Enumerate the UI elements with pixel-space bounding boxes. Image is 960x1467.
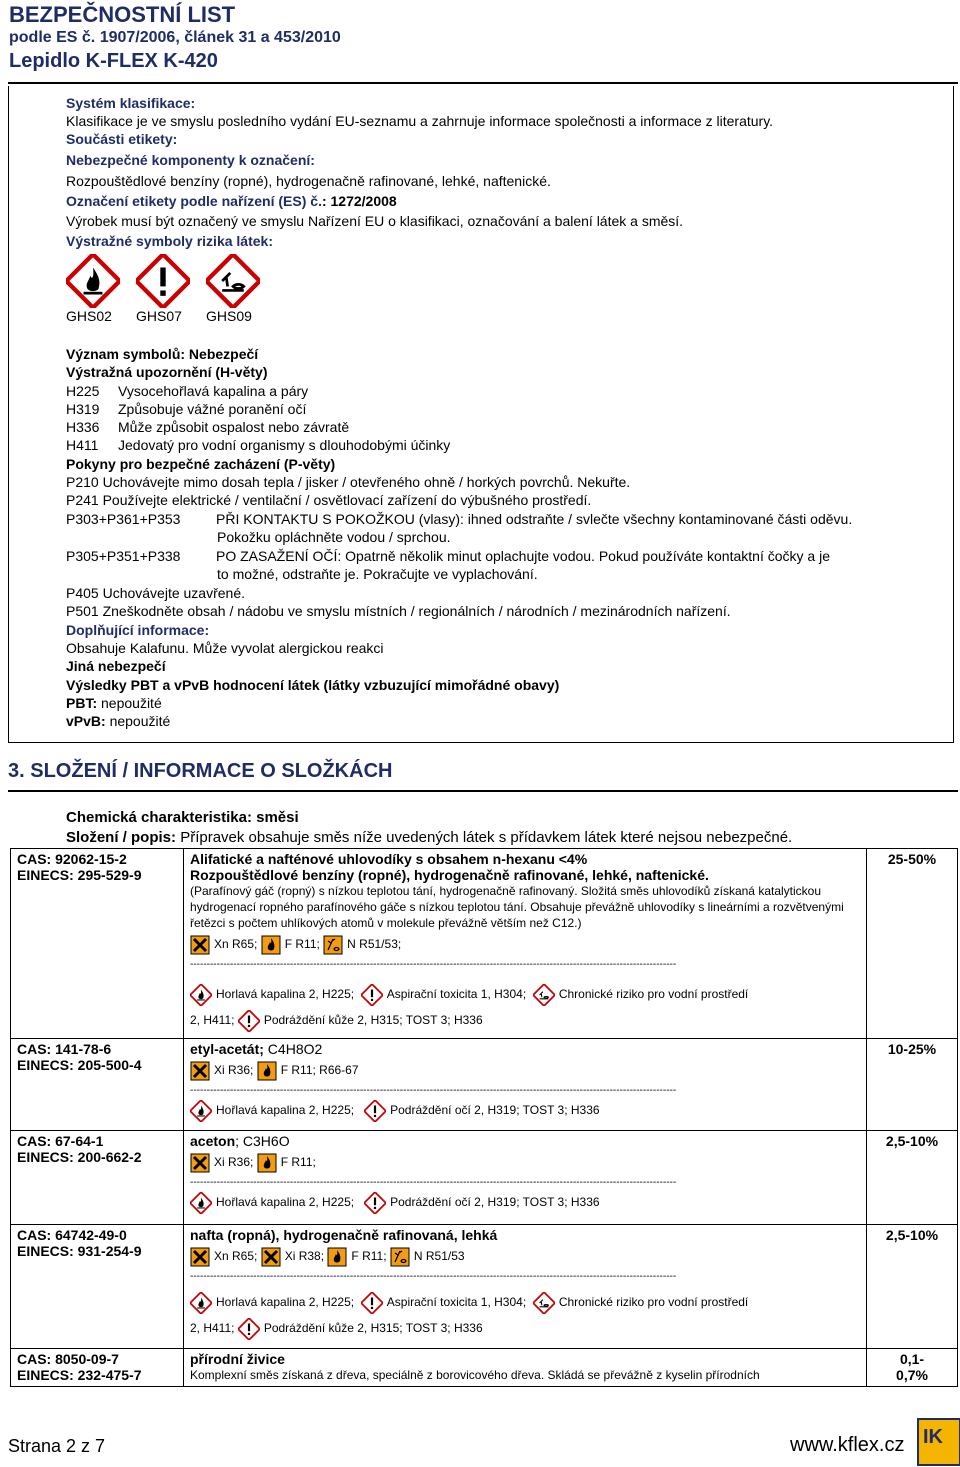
ghs09-environment-icon [206, 254, 260, 308]
substance-cell: přírodní živice Komplexní směs získaná z dřeva, speciálně z borovicového dřeva. Skládá se převážně z kyselin přírodních [184, 1349, 867, 1387]
concentration-cell: 25-50% [867, 849, 958, 1039]
p501-statement: P501 Zneškodněte obsah / nádobu ve smyslu místních / regionálních / národních / mezinárodních nařízení. [66, 603, 731, 619]
section3-divider [8, 790, 958, 792]
h-statement: H411 Jedovatý pro vodní organismy s dlouhodobými účinky [66, 437, 451, 453]
p210-statement: P210 Uchovávejte mimo dosah tepla / jisker / otevřeného ohně / horkých povrchů. Nekuřte. [66, 474, 631, 490]
website-link[interactable]: www.kflex.cz [790, 1434, 905, 1456]
separator-dashes: -------------------------------------------------------------------------------------------------------------------------------------------------- [190, 959, 677, 970]
cas-cell: CAS: 92062-15-2 EINECS: 295-529-9 [11, 849, 184, 1039]
old-classification: Xi R36; F R11; R66-67 [190, 1061, 860, 1081]
irritant-x-icon [190, 1153, 210, 1173]
table-row [11, 1039, 958, 1131]
regulation-reference: podle ES č. 1907/2006, článek 31 a 453/2010 [9, 29, 341, 46]
cas-cell: CAS: 8050-09-7 EINECS: 232-475-7 [11, 1349, 184, 1387]
harmful-x-icon [190, 1247, 210, 1267]
environment-hazard-icon [323, 935, 343, 955]
substance-cell: etyl-acetát; C4H8O2 Xi R36; F R11; R66-67 -------------------------------------------------------------------------------------------------------------------------------------------------- Hořlavá kapalina 2, H225; Podráždění očí 2, H319; TOST 3; H336 [184, 1039, 867, 1131]
composition-description: Složení / popis: Přípravek obsahuje směs níže uvedených látek s přídavkem látek které nejsou nebezpečné. [66, 829, 793, 846]
h-statement: H336 Může způsobit ospalost nebo závratě [66, 419, 350, 435]
clp-classification: Hořlavá kapalina 2, H225; Podráždění očí 2, H319; TOST 3; H336 [190, 1100, 860, 1122]
vpvb-result: vPvB: nepoužité [66, 713, 171, 729]
clp-classification-cont: 2, H411; Podráždění kůže 2, H315; TOST 3; H336 [190, 1010, 860, 1032]
ghs-environment-icon [533, 1292, 555, 1314]
signal-word: Význam symbolů: Nebezpečí [66, 346, 259, 362]
table-row [11, 1131, 958, 1225]
concentration-cell: 2,5-10% [867, 1131, 958, 1225]
irritant-x-icon [190, 1061, 210, 1081]
concentration-cell: 0,1- 0,7% [867, 1349, 958, 1387]
clp-classification: Hořlavá kapalina 2, H225; Podráždění očí 2, H319; TOST 3; H336 [190, 1192, 860, 1214]
hazard-components-text: Rozpouštědlové benzíny (ropné), hydrogenačně rafinované, lehké, naftenické. [66, 173, 551, 189]
concentration-cell: 10-25% [867, 1039, 958, 1131]
hazard-components-heading: Nebezpečné komponenty k označení: [66, 152, 315, 168]
page-number: Strana 2 z 7 [8, 1436, 106, 1456]
ghs07-label: GHS07 [136, 308, 182, 324]
p405-statement: P405 Uchovávejte uzavřené. [66, 585, 245, 601]
environment-hazard-icon [390, 1247, 410, 1267]
separator-dashes: -------------------------------------------------------------------------------------------------------------------------------------------------- [190, 1271, 677, 1282]
pbt-result: PBT: nepoužité [66, 695, 162, 711]
extra-info-heading: Doplňující informace: [66, 622, 210, 638]
separator-dashes: -------------------------------------------------------------------------------------------------------------------------------------------------- [190, 1085, 677, 1096]
ghs-flame-icon [190, 984, 212, 1006]
ghs-health-hazard-icon [361, 984, 383, 1006]
harmful-x-icon [190, 935, 210, 955]
substance-cell: Alifatické a nafténové uhlovodíky s obsahem n-hexanu <4% Rozpouštědlové benzíny (ropné), hydrogenačně rafinované, lehké, naftenické. (Parafínový gáč (ropný) s nízkou teplotou tání, hydrogenačně rafinovaný. Složitá směs uhlovodíků získaná katalytickou hydrogenací ropného parafínového gáče s nízkou teplotou tání. Obsahuje převážně uhlovodíky s lineárními a rozvětvenými řetězci s počtem uhlíkových atomů v molekule převážně větším než C12.) Xn R65; F R11; N R51/53; -------------------------------------------------------------------------------------------------------------------------------------------------- Horlavá kapalina 2, H225; Aspirační toxicita 1, H304; Chronické riziko pro vodní prostředí 2, H411; Podráždění kůže 2, H315; TOST 3; H336 [184, 849, 867, 1039]
header-divider [8, 82, 958, 84]
section3-title: 3. SLOŽENÍ / INFORMACE O SLOŽKÁCH [8, 760, 393, 782]
ghs-exclamation-icon [364, 1100, 386, 1122]
ghs02-flame-icon [66, 254, 120, 308]
clp-classification: Horlavá kapalina 2, H225; Aspirační toxicita 1, H304; Chronické riziko pro vodní prostředí [190, 1292, 860, 1314]
flammable-icon [257, 1153, 277, 1173]
p303-statement: P303+P361+P353 PŘI KONTAKTU S POKOŽKOU (vlasy): ihned odstraňte / svlečte všechny kontaminované části oděvu. [66, 511, 853, 527]
ghs-environment-icon [533, 984, 555, 1006]
cas-cell: CAS: 141-78-6 EINECS: 205-500-4 [11, 1039, 184, 1131]
kflex-logo: IK [917, 1418, 960, 1466]
table-row [11, 849, 958, 1039]
label-regulation-heading: Označení etikety podle nařízení (ES) č.: 1272/2008 [66, 193, 397, 209]
p303-statement-cont: Pokožku opláchněte vodou / sprchou. [217, 529, 451, 545]
composition-table [10, 848, 958, 1387]
clp-classification: Horlavá kapalina 2, H225; Aspirační toxicita 1, H304; Chronické riziko pro vodní prostředí [190, 984, 860, 1006]
flammable-icon [257, 1061, 277, 1081]
product-name: Lepidlo K-FLEX K-420 [9, 50, 218, 72]
h-statements-heading: Výstražná upozornění (H-věty) [66, 364, 268, 380]
irritant-x-icon [261, 1247, 281, 1267]
ghs-exclamation-icon [364, 1192, 386, 1214]
p305-statement-cont: to možné, odstraňte je. Pokračujte ve vyplachování. [217, 566, 538, 582]
clp-classification-cont: 2, H411; Podráždění kůže 2, H315; TOST 3; H336 [190, 1318, 860, 1340]
p305-statement: P305+P351+P338 PO ZASAŽENÍ OČÍ: Opatrně několik minut oplachujte vodou. Pokud používáte kontaktní čočky a je [66, 548, 830, 564]
h-statement: H225 Vysocehořlavá kapalina a páry [66, 383, 309, 399]
flammable-icon [261, 935, 281, 955]
ghs-flame-icon [190, 1100, 212, 1122]
extra-info-text: Obsahuje Kalafunu. Může vyvolat alergickou reakci [66, 640, 384, 656]
table-row [11, 1225, 958, 1349]
document-header [9, 2, 341, 74]
ghs02-label: GHS02 [66, 308, 112, 324]
p241-statement: P241 Používejte elektrické / ventilační / osvětlovací zařízení do výbušného prostředí. [66, 492, 592, 508]
ghs-flame-icon [190, 1192, 212, 1214]
document-title: BEZPEČNOSTNÍ LIST [9, 2, 236, 27]
other-hazards-heading: Jiná nebezpečí [66, 658, 166, 674]
ghs07-exclamation-icon [136, 254, 190, 308]
old-classification: Xn R65; Xi R38; F R11; N R51/53 [190, 1247, 860, 1267]
classification-text: Klasifikace je ve smyslu posledního vydání EU-seznamu a zahrnuje informace společnosti a informace z literatury. [66, 113, 774, 129]
ghs09-label: GHS09 [206, 308, 252, 324]
h-statement: H319 Způsobuje vážné poranění očí [66, 401, 307, 417]
concentration-cell: 2,5-10% [867, 1225, 958, 1349]
label-parts-heading: Součásti etikety: [66, 131, 178, 147]
p-statements-heading: Pokyny pro bezpečné zacházení (P-věty) [66, 456, 336, 472]
ghs-flame-icon [190, 1292, 212, 1314]
classification-heading: Systém klasifikace: [66, 95, 196, 111]
separator-dashes: -------------------------------------------------------------------------------------------------------------------------------------------------- [190, 1177, 677, 1188]
label-regulation-text: Výrobek musí být označený ve smyslu Nařízení EU o klasifikaci, označování a balení látek a směsí. [66, 213, 684, 229]
flammable-icon [327, 1247, 347, 1267]
ghs-exclamation-icon [238, 1010, 260, 1032]
pbt-heading: Výsledky PBT a vPvB hodnocení látek (látky vzbuzující mimořádné obavy) [66, 677, 560, 693]
old-classification: Xi R36; F R11; [190, 1153, 860, 1173]
cas-cell: CAS: 64742-49-0 EINECS: 931-254-9 [11, 1225, 184, 1349]
ghs-exclamation-icon [238, 1318, 260, 1340]
hazard-symbols-heading: Výstražné symboly rizika látek: [66, 233, 273, 249]
substance-cell: aceton; C3H6O Xi R36; F R11; -------------------------------------------------------------------------------------------------------------------------------------------------- Hořlavá kapalina 2, H225; Podráždění očí 2, H319; TOST 3; H336 [184, 1131, 867, 1225]
ghs-health-hazard-icon [361, 1292, 383, 1314]
table-row [11, 1349, 958, 1387]
chemical-characteristic: Chemická charakteristika: směsi [66, 809, 299, 826]
cas-cell: CAS: 67-64-1 EINECS: 200-662-2 [11, 1131, 184, 1225]
substance-cell: nafta (ropná), hydrogenačně rafinovaná, lehká Xn R65; Xi R38; F R11; N R51/53 -------------------------------------------------------------------------------------------------------------------------------------------------- Horlavá kapalina 2, H225; Aspirační toxicita 1, H304; Chronické riziko pro vodní prostředí 2, H411; Podráždění kůže 2, H315; TOST 3; H336 [184, 1225, 867, 1349]
old-classification: Xn R65; F R11; N R51/53; [190, 935, 860, 955]
